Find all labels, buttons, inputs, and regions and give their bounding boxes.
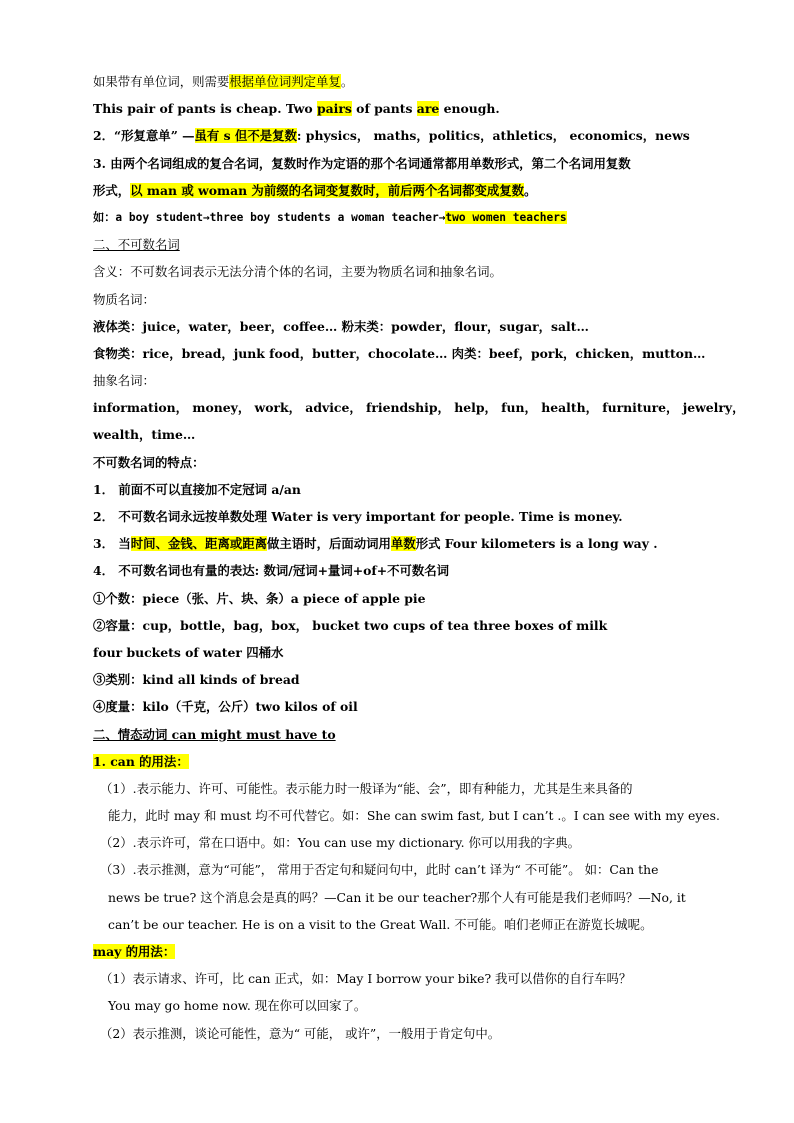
text-span: 形式， [93, 182, 131, 198]
text-line [93, 911, 705, 938]
text-line [93, 95, 705, 122]
text-line [93, 313, 705, 340]
text-line [93, 938, 705, 965]
text-line [93, 612, 705, 639]
text-span: ④度量：kilo（千克，公斤）two kilos of oil [93, 699, 358, 715]
highlighted-text: 根据单位词判定单复 [229, 74, 341, 89]
text-span: （2）表示推测，谈论可能性，意为“ 可能， 或许”，一般用于肯定句中。 [100, 1025, 501, 1041]
text-line [93, 340, 705, 367]
text-span: of pants [351, 101, 417, 117]
text-span: 食物类：rice，bread，junk food，butter，chocolate… 肉类：beef，pork，chicken，mutton… [93, 345, 706, 361]
text-line [93, 204, 705, 231]
highlighted-text: are [416, 101, 440, 117]
document-page [93, 68, 745, 1047]
text-span: 。 [340, 74, 354, 89]
highlighted-text: 虽有 s 但不是复数 [194, 128, 297, 144]
text-span: can’t be our teacher. He is on a visit to the Great Wall. 不可能。咱们老师正在游览长城呢。 [108, 916, 653, 932]
text-span: （3）.表示推测，意为“可能”， 常用于否定句和疑问句中，此时 can’t 译为“ 不可能”。 如：Can the [100, 862, 659, 878]
text-span: information， money， work， advice， friendship， help， fun， health， furniture， jewelry， [93, 400, 745, 416]
text-line [93, 829, 705, 856]
text-span: You may go home now. 现在你可以回家了。 [108, 998, 367, 1014]
highlighted-text: 单数 [390, 536, 416, 552]
text-line [93, 449, 705, 476]
text-span: （2）.表示许可，常在口语中。如：You can use my dictionary. 你可以用我的字典。 [100, 835, 580, 851]
text-span: 含义：不可数名词表示无法分清个体的名词，主要为物质名词和抽象名词。 [93, 264, 502, 280]
highlighted-text: 1. can 的用法： [93, 753, 189, 769]
text-line [93, 530, 705, 557]
text-line [93, 394, 745, 421]
text-span: 物质名词： [93, 291, 155, 307]
text-span: 2．“形复意单” — [93, 128, 195, 144]
text-line [93, 503, 705, 530]
text-span: ②容量：cup，bottle，bag，box， bucket two cups of tea three boxes of milk [93, 617, 608, 633]
text-line [93, 258, 705, 285]
text-line [93, 421, 705, 448]
text-span: 不可数名词的特点： [93, 454, 205, 470]
text-span: This pair of pants is cheap. Two [93, 101, 317, 117]
text-line [93, 802, 720, 829]
text-span: four buckets of water 四桶水 [93, 644, 284, 660]
text-line [93, 965, 705, 992]
highlighted-text: 以 man 或 woman 为前缀的名词变复数时，前后两个名词都变成复数 [130, 182, 525, 198]
text-span: （1）.表示能力、许可、可能性。表示能力时一般译为“能、会”，即有种能力，尤其是生来具备的 [100, 780, 633, 796]
text-span: 做主语时，后面动词用 [267, 536, 391, 552]
section-heading: 二、情态动词 can might must have to [93, 726, 336, 742]
text-line [93, 748, 705, 775]
highlighted-text: may 的用法： [93, 944, 176, 959]
text-span: 形式 Four kilometers is a long way . [415, 536, 658, 552]
text-line [93, 721, 705, 748]
text-span: 能力，此时 may 和 must 均不可代替它。如：She can swim fast, but I can’t .。I can see with my eyes. [108, 808, 720, 824]
text-line [93, 884, 705, 911]
text-line [93, 856, 705, 883]
section-heading: 二、不可数名词 [93, 237, 180, 253]
text-span: 3. 由两个名词组成的复合名词，复数时作为定语的那个名词通常都用单数形式，第二个名词用复数 [93, 155, 631, 171]
highlighted-text: 时间、金钱、距离或距离 [130, 536, 268, 552]
text-line [93, 177, 705, 204]
text-span: 液体类：juice，water，beer，coffee… 粉末类：powder，flour，sugar，salt… [93, 318, 589, 334]
text-span: 3． 当 [93, 536, 131, 552]
text-line [93, 286, 705, 313]
text-line [93, 122, 705, 149]
text-span: 1． 前面不可以直接加不定冠词 a/an [93, 481, 301, 497]
text-line [93, 775, 705, 802]
text-line [93, 693, 705, 720]
text-span: news be true? 这个消息会是真的吗？—Can it be our teacher?那个人有可能是我们老师吗？—No, it [108, 889, 686, 905]
text-span: 4． 不可数名词也有量的表达: 数词/冠词+量词+of+不可数名词 [93, 563, 450, 579]
text-line [93, 992, 705, 1019]
text-line [93, 639, 705, 666]
text-line [93, 557, 705, 584]
text-span: wealth，time… [93, 427, 196, 443]
text-span: 如：a boy student→three boy students a woman teacher→ [93, 210, 446, 224]
text-line [93, 68, 705, 95]
text-span: ③类别：kind all kinds of bread [93, 672, 300, 688]
text-span: （1）表示请求、许可，比 can 正式，如：May I borrow your bike? 我可以借你的自行车吗？ [100, 971, 632, 987]
text-line [93, 585, 705, 612]
text-line [93, 150, 705, 177]
text-line [93, 367, 705, 394]
text-line [93, 476, 705, 503]
text-span: 2． 不可数名词永远按单数处理 Water is very important for people. Time is money. [93, 509, 623, 524]
text-span: 如果带有单位词，则需要 [93, 74, 230, 89]
text-line [93, 1020, 705, 1047]
highlighted-text: pairs [316, 101, 352, 117]
text-line [93, 231, 705, 258]
highlighted-text: two women teachers [445, 210, 567, 224]
text-span: enough. [439, 101, 500, 117]
text-span: 。 [524, 182, 537, 198]
text-span: : physics， maths，politics，athletics， economics，news [296, 128, 690, 144]
text-span: ①个数：piece（张、片、块、条）a piece of apple pie [93, 590, 426, 606]
text-span: 抽象名词： [93, 373, 155, 389]
text-line [93, 666, 705, 693]
